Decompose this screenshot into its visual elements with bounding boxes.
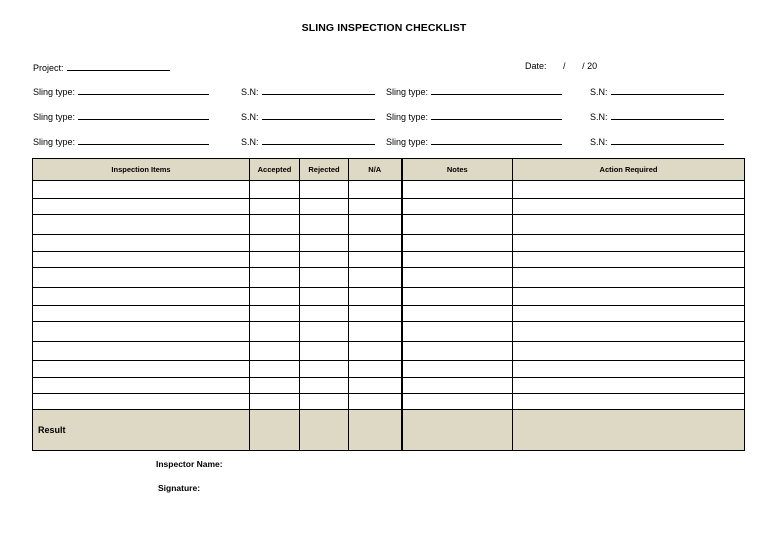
result-rejected-cell[interactable] bbox=[300, 410, 349, 451]
sn-label: S.N: bbox=[241, 137, 259, 147]
notes-cell[interactable] bbox=[402, 268, 513, 288]
notes-cell[interactable] bbox=[402, 322, 513, 342]
notes-cell[interactable] bbox=[402, 288, 513, 306]
project-input-line[interactable] bbox=[67, 61, 170, 71]
sn-field[interactable] bbox=[590, 110, 724, 122]
page-title: SLING INSPECTION CHECKLIST bbox=[301, 22, 467, 34]
action-cell[interactable] bbox=[513, 288, 745, 306]
notes-cell[interactable] bbox=[402, 252, 513, 268]
header-notes: Notes bbox=[402, 159, 513, 181]
table-row bbox=[33, 322, 745, 342]
sn-input-line[interactable] bbox=[611, 135, 724, 145]
project-field[interactable] bbox=[33, 61, 170, 73]
rejected-cell[interactable] bbox=[300, 252, 349, 268]
na-cell[interactable] bbox=[349, 306, 402, 322]
sling-type-input-line[interactable] bbox=[78, 85, 209, 95]
table-row bbox=[33, 235, 745, 252]
sn-field[interactable] bbox=[241, 135, 375, 147]
rejected-cell[interactable] bbox=[300, 306, 349, 322]
sn-input-line[interactable] bbox=[262, 110, 375, 120]
sling-type-input-line[interactable] bbox=[431, 85, 562, 95]
inspection-table bbox=[32, 158, 745, 451]
sling-type-label: Sling type: bbox=[386, 112, 429, 122]
result-label: Result bbox=[33, 410, 250, 451]
sling-type-input-line[interactable] bbox=[431, 135, 562, 145]
na-cell[interactable] bbox=[349, 361, 402, 378]
result-row bbox=[33, 410, 745, 451]
table-row bbox=[33, 361, 745, 378]
sn-field[interactable] bbox=[590, 85, 724, 97]
table-row bbox=[33, 268, 745, 288]
sn-label: S.N: bbox=[590, 137, 608, 147]
notes-cell[interactable] bbox=[402, 361, 513, 378]
na-cell[interactable] bbox=[349, 215, 402, 235]
na-cell[interactable] bbox=[349, 342, 402, 361]
accepted-cell[interactable] bbox=[250, 181, 300, 199]
sling-type-label: Sling type: bbox=[33, 137, 76, 147]
notes-cell[interactable] bbox=[402, 215, 513, 235]
project-label: Project: bbox=[33, 63, 64, 73]
rejected-cell[interactable] bbox=[300, 288, 349, 306]
item-cell[interactable] bbox=[33, 199, 250, 215]
na-cell[interactable] bbox=[349, 378, 402, 394]
sn-field[interactable] bbox=[590, 135, 724, 147]
item-cell[interactable] bbox=[33, 268, 250, 288]
na-cell[interactable] bbox=[349, 252, 402, 268]
notes-cell[interactable] bbox=[402, 235, 513, 252]
action-cell[interactable] bbox=[513, 306, 745, 322]
notes-cell[interactable] bbox=[402, 199, 513, 215]
accepted-cell[interactable] bbox=[250, 322, 300, 342]
sling-type-label: Sling type: bbox=[33, 112, 76, 122]
item-cell[interactable] bbox=[33, 215, 250, 235]
table-row bbox=[33, 215, 745, 235]
rejected-cell[interactable] bbox=[300, 361, 349, 378]
item-cell[interactable] bbox=[33, 235, 250, 252]
result-na-cell[interactable] bbox=[349, 410, 402, 451]
rejected-cell[interactable] bbox=[300, 268, 349, 288]
action-cell[interactable] bbox=[513, 181, 745, 199]
table-row bbox=[33, 342, 745, 361]
notes-cell[interactable] bbox=[402, 378, 513, 394]
date-label: Date: bbox=[525, 61, 547, 71]
na-cell[interactable] bbox=[349, 181, 402, 199]
result-action-cell[interactable] bbox=[513, 410, 745, 451]
item-cell[interactable] bbox=[33, 252, 250, 268]
sling-type-field[interactable] bbox=[386, 85, 562, 97]
sn-field[interactable] bbox=[241, 85, 375, 97]
table-row bbox=[33, 288, 745, 306]
sn-input-line[interactable] bbox=[262, 85, 375, 95]
sling-type-label: Sling type: bbox=[386, 137, 429, 147]
result-accepted-cell[interactable] bbox=[250, 410, 300, 451]
accepted-cell[interactable] bbox=[250, 378, 300, 394]
sling-type-field[interactable] bbox=[33, 135, 209, 147]
accepted-cell[interactable] bbox=[250, 361, 300, 378]
accepted-cell[interactable] bbox=[250, 342, 300, 361]
action-cell[interactable] bbox=[513, 215, 745, 235]
sling-type-field[interactable] bbox=[386, 110, 562, 122]
item-cell[interactable] bbox=[33, 378, 250, 394]
sn-label: S.N: bbox=[241, 112, 259, 122]
rejected-cell[interactable] bbox=[300, 235, 349, 252]
date-year: / 20 bbox=[582, 61, 598, 71]
sling-type-field[interactable] bbox=[386, 135, 562, 147]
item-cell[interactable] bbox=[33, 181, 250, 199]
notes-cell[interactable] bbox=[402, 306, 513, 322]
notes-cell[interactable] bbox=[402, 342, 513, 361]
header-na: N/A bbox=[349, 159, 402, 181]
inspector-name-label: Inspector Name: bbox=[156, 459, 223, 469]
action-cell[interactable] bbox=[513, 378, 745, 394]
table-row bbox=[33, 181, 745, 199]
header-rejected: Rejected bbox=[300, 159, 349, 181]
accepted-cell[interactable] bbox=[250, 215, 300, 235]
signature-label: Signature: bbox=[158, 483, 201, 493]
rejected-cell[interactable] bbox=[300, 394, 349, 410]
table-row bbox=[33, 378, 745, 394]
rejected-cell[interactable] bbox=[300, 199, 349, 215]
na-cell[interactable] bbox=[349, 235, 402, 252]
item-cell[interactable] bbox=[33, 288, 250, 306]
rejected-cell[interactable] bbox=[300, 181, 349, 199]
item-cell[interactable] bbox=[33, 306, 250, 322]
na-cell[interactable] bbox=[349, 288, 402, 306]
item-cell[interactable] bbox=[33, 342, 250, 361]
item-cell[interactable] bbox=[33, 322, 250, 342]
action-cell[interactable] bbox=[513, 394, 745, 410]
sn-input-line[interactable] bbox=[611, 110, 724, 120]
table-row bbox=[33, 394, 745, 410]
sn-input-line[interactable] bbox=[611, 85, 724, 95]
accepted-cell[interactable] bbox=[250, 268, 300, 288]
action-cell[interactable] bbox=[513, 199, 745, 215]
na-cell[interactable] bbox=[349, 199, 402, 215]
header-inspection-items: Inspection Items bbox=[33, 159, 250, 181]
rejected-cell[interactable] bbox=[300, 215, 349, 235]
action-cell[interactable] bbox=[513, 252, 745, 268]
notes-cell[interactable] bbox=[402, 181, 513, 199]
action-cell[interactable] bbox=[513, 361, 745, 378]
sling-type-field[interactable] bbox=[33, 110, 209, 122]
accepted-cell[interactable] bbox=[250, 288, 300, 306]
accepted-cell[interactable] bbox=[250, 394, 300, 410]
accepted-cell[interactable] bbox=[250, 306, 300, 322]
sn-input-line[interactable] bbox=[262, 135, 375, 145]
date-slash: / bbox=[563, 61, 566, 71]
sling-type-input-line[interactable] bbox=[78, 135, 209, 145]
action-cell[interactable] bbox=[513, 235, 745, 252]
header-action-required: Action Required bbox=[513, 159, 745, 181]
sn-field[interactable] bbox=[241, 110, 375, 122]
sn-label: S.N: bbox=[590, 87, 608, 97]
na-cell[interactable] bbox=[349, 322, 402, 342]
sling-type-label: Sling type: bbox=[386, 87, 429, 97]
item-cell[interactable] bbox=[33, 394, 250, 410]
notes-cell[interactable] bbox=[402, 394, 513, 410]
na-cell[interactable] bbox=[349, 394, 402, 410]
accepted-cell[interactable] bbox=[250, 235, 300, 252]
sling-type-input-line[interactable] bbox=[431, 110, 562, 120]
accepted-cell[interactable] bbox=[250, 252, 300, 268]
table-row bbox=[33, 306, 745, 322]
rejected-cell[interactable] bbox=[300, 342, 349, 361]
sling-type-field[interactable] bbox=[33, 85, 209, 97]
sn-label: S.N: bbox=[241, 87, 259, 97]
rejected-cell[interactable] bbox=[300, 378, 349, 394]
rejected-cell[interactable] bbox=[300, 322, 349, 342]
date-field[interactable] bbox=[525, 61, 597, 71]
table-header-row bbox=[33, 159, 745, 181]
table-row bbox=[33, 252, 745, 268]
na-cell[interactable] bbox=[349, 268, 402, 288]
header-accepted: Accepted bbox=[250, 159, 300, 181]
action-cell[interactable] bbox=[513, 342, 745, 361]
action-cell[interactable] bbox=[513, 322, 745, 342]
result-notes-cell[interactable] bbox=[402, 410, 513, 451]
sn-label: S.N: bbox=[590, 112, 608, 122]
sling-type-label: Sling type: bbox=[33, 87, 76, 97]
accepted-cell[interactable] bbox=[250, 199, 300, 215]
sling-type-input-line[interactable] bbox=[78, 110, 209, 120]
table-row bbox=[33, 199, 745, 215]
action-cell[interactable] bbox=[513, 268, 745, 288]
item-cell[interactable] bbox=[33, 361, 250, 378]
